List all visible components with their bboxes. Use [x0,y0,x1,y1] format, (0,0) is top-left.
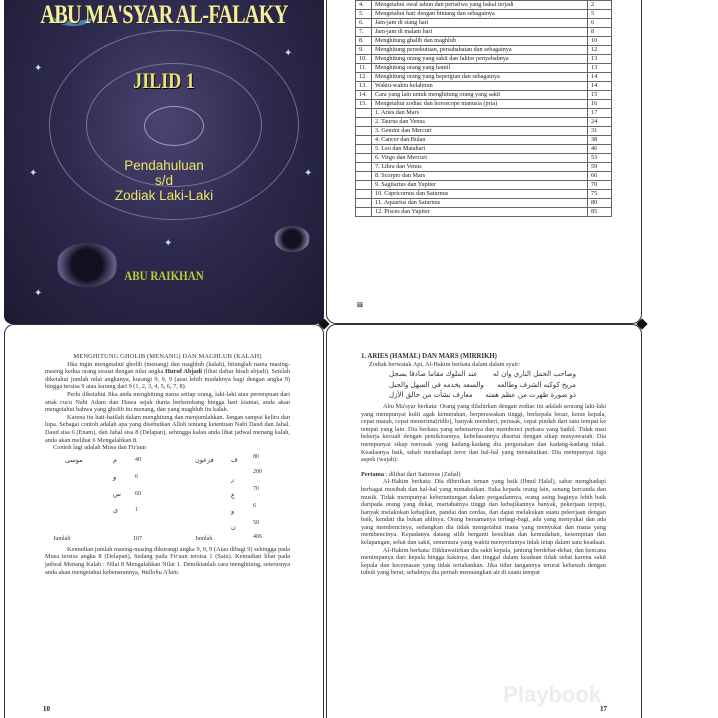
planet-decoration [274,226,310,252]
toc-number: 6. [356,19,372,28]
syair-line: مريخ كوكبه الشرف وطالعه والسعد يخدمه في السهل والجبل [389,380,576,389]
toc-page: 80 [588,199,612,208]
toc-number [356,118,372,127]
value: 40 [135,456,141,463]
toc-title: 9. Sagitarius dan Yupiter [372,181,588,190]
toc-title: 6. Virgo dan Mercuri [372,154,588,163]
toc-title: Jam-jam di siang hari [372,19,588,28]
toc-title: Mengetahui hari dengan bintang dan sebagainya [372,10,588,19]
toc-row[interactable] [356,181,612,190]
toc-number [356,127,372,136]
star-icon: ✦ [29,168,38,179]
aspect-label: Pertama : dilihat dari Saturnus (Zuhal) [361,470,461,478]
book-cover-page[interactable] [4,0,324,324]
total-label: Jumlah [195,535,213,542]
book-title: ABU MA'SYAR AL-FALAKY [40,0,288,29]
subtitle-line: Zodiak Laki-Laki [114,188,214,203]
toc-number [356,172,372,181]
paragraph: Karena itu hati-hatilah dalam menghitung dan menjumlahkan. Jangan sampai keliru dan lupa. Sebagai contoh adalah apa yang disebutkan Alloh tentang ketentuan Nabi Daud dan Jahal. Daud sisa 6 (Enam), dan Jahal sisa 8 (Delapan), sehingga kalau anda lihat jadwal menang kalah, anda akan melihat 6 Mengalahkan 8. [45,413,290,444]
book-subtitle [4,158,324,203]
toc-page: 6 [588,19,612,28]
toc-title: 2. Taurus dan Venus [372,118,588,127]
toc-number [356,181,372,190]
toc-row[interactable] [356,199,612,208]
toc-row[interactable] [356,190,612,199]
toc-page: 13 [588,64,612,73]
toc-page: 2 [588,1,612,10]
toc-number [356,154,372,163]
toc-row[interactable] [356,10,612,19]
paragraph: Jika ingin mengetahui gholib (menang) dan maghlub (kalah), hitunglah nama masing-masing kedua orang sesuai dengan nilai angka Huruf Abjadi (lihat daftar hisab abjadi). Setelah diketahui jumlah nilai angkanya, kurangi 9, 9, 9 (atau lebih mudahnya bagi dengan angka 9) hingga tersisa 9 atau kurang dari 9 (1, 2, 3, 4, 5, 6, 7, 8). [45,360,290,391]
page-number: iii [357,301,363,309]
value: 80 [253,453,259,460]
toc-number: 7. [356,28,372,37]
toc-number: 14. [356,91,372,100]
page-17[interactable] [326,324,642,718]
letter: و [113,472,117,481]
toc-title: 4. Cancer dan Bulan [372,136,588,145]
toc-title: 1. Aries dan Mars [372,109,588,118]
toc-number [356,199,372,208]
page-body [45,353,290,576]
paragraph: Al-Hakim berkata: Dia diberikan teman yang baik (Ibnul Halal), sabar menghadapi berbagai musibah dan hal-hal yang menakutkan. Suka kepada orang lain, senang bercanda dan musik. Tidak mempunyai keberuntungan dalam pergaulannya, orang asing baginya lebih baik daripada orang yang dekat, martabatnya tinggi dan kebajikannya banyak, pekerjaan terpuji, banyak melakukan kebajikan, pandai dan cerdas, dan dapat melakukan suatu pekerjaan dengan baik, kendati dia bukan ahlinya. Orang bersamanya terbagi-bagi, ada yang menyukai dan ada yang membencinya, sedangkan dia tidak mengetahui mana yang menyukai dan mana yang membencinya. Kepadanya datang silih berganti kesulitan dan kemudahan, kesempitan dan kelapangan, sehat dan sakit, sementara yang waktu menyertainya tidak tetap dalam satu keadaan. [361,478,606,547]
toc-title: 7. Libra dan Venus [372,163,588,172]
page-body [361,353,606,577]
toc-page: 70 [588,181,612,190]
toc-title: Menghitung orang yang sakit dan faktor penyebabnya [372,55,588,64]
toc-table [355,0,612,217]
toc-row[interactable] [356,136,612,145]
book-volume: JILID 1 [133,68,195,93]
section-heading: 1. ARIES (HAMAL) DAN MARS (MIRRIKH) [361,353,497,360]
toc-page: 59 [588,163,612,172]
total-value: 107 [133,535,142,542]
toc-number [356,190,372,199]
toc-row[interactable] [356,64,612,73]
syair-intro: Zodiak berwatak Api, Al-Hakim berkata dalam dalam syair: [369,360,521,368]
toc-page: 16 [588,100,612,109]
total-value: 406 [253,533,262,540]
paragraph: Kemudian jumlah masing-masing dikurangi angka 9, 9, 9 (Atau dibagi 9) sehingga pada Musa tersisa angka 8 (Delapan), Sedang pada Fir'aun tersisa 1 (Satu). Kemudian lihat pada jadwal Menang Kalah : Nilai 8 Mengalahkan Nilai 1. Demikianlah cara menghitung, seterusnya anda akan mengetahui kebenarannya, Wallohu A'lam. [45,545,290,576]
letter: ى [113,505,119,514]
toc-title: 11. Aquarius dan Saturnus [372,199,588,208]
letter: م [113,455,118,464]
toc-row[interactable] [356,118,612,127]
value: 1 [135,506,138,513]
toc-title: Menghitung persekutuan, persahabatan dan sebagainya [372,46,588,55]
toc-row[interactable] [356,73,612,82]
letter: ر [231,474,235,483]
toc-page: 10 [588,37,612,46]
toc-title: Mengetahui zodiac dan horoscope manusia (pria) [372,100,588,109]
toc-title: Menghitung orang yang bepergian dan sebagainya [372,73,588,82]
value: 50 [253,519,259,526]
toc-title: 12. Pisces dan Yupiter [372,208,588,217]
toc-page: 53 [588,154,612,163]
toc-page: 13 [588,55,612,64]
toc-row[interactable] [356,19,612,28]
toc-number: 11. [356,64,372,73]
toc-page: 17 [588,109,612,118]
watermark: Playbook [503,682,601,707]
toc-title: 8. Scorpio dan Mars [372,172,588,181]
toc-page: 75 [588,190,612,199]
toc-title: Menghitung orang yang hamil [372,64,588,73]
toc-row[interactable] [356,28,612,37]
toc-number: 5. [356,10,372,19]
toc-number [356,136,372,145]
toc-page: 14 [588,73,612,82]
star-icon: ✦ [34,288,43,299]
toc-row[interactable] [356,154,612,163]
value: 6 [253,502,256,509]
toc-title: 5. Leo dan Matahari [372,145,588,154]
paragraph: Al-Hakim berkata: Dikhawatirkan dia sakit kepala, jantung berdebar-debar, dan bencana menimpanya dari kepala hingga kakinya, dan tinggal dalam keadaan tidak sehat karena sakit kepala dan kecemasan yang tidak tertahankan. Jika tidur tangannya terurai kebawah dengan tubuh yang berat, sebabnya dia pernah menuangkan air di suatu tempat [361,546,606,577]
toc-title: Waktu-waktu kelahiran [372,82,588,91]
syair-line: وصاحب الحمل الناري وان له عند الملوك مقاما صادقا بسجل [389,370,576,379]
toc-row[interactable] [356,82,612,91]
paragraph: Perlu diketahui Jika anda menghitung nama setiap orang, laki-laki atau perempuan dari anak cucu Nabi Adam dan Hawa sejak dunia berkembang hingga hari kiamat, anda akan mengetahui bahwa yang gholib itu menang, dan yang maghlub itu kalah. [45,390,290,414]
toc-page: 5 [588,10,612,19]
syair-line: ذو صورة ظهرت من عظم همته معارف نشأت من خالق الأزل [389,391,576,400]
subtitle-line: s/d [154,173,173,188]
star-icon: ✦ [34,63,43,74]
value: 200 [253,468,262,475]
letter: ع [231,490,235,499]
value: 70 [253,485,259,492]
toc-number: 9. [356,46,372,55]
toc-row[interactable] [356,100,612,109]
toc-row[interactable] [356,55,612,64]
page-number: 10 [43,705,50,713]
toc-number [356,145,372,154]
toc-page: 8 [588,28,612,37]
toc-row[interactable] [356,145,612,154]
toc-title: Mengetahui awal tahun dan peristiwa yang bakal terjadi [372,1,588,10]
page-10[interactable] [4,324,324,718]
toc-page: 24 [588,118,612,127]
toc-title: Cara yang lain untuk menghitung orang yang sakit [372,91,588,100]
toc-number: 8. [356,37,372,46]
toc-number: 12. [356,73,372,82]
star-icon: ✦ [304,168,313,179]
toc-page: 38 [588,136,612,145]
letter: س [113,489,121,498]
letter: و [231,506,235,515]
toc-number: 4. [356,1,372,10]
toc-number [356,109,372,118]
toc-number: 13. [356,82,372,91]
star-icon: ✦ [284,48,293,59]
toc-page: 14 [588,82,612,91]
toc-title: 10. Capricornus dan Saturnus [372,190,588,199]
toc-number: 15. [356,100,372,109]
firaun-arabic: فرعون [195,455,214,464]
page-number: 17 [600,705,607,713]
toc-number: 10. [356,55,372,64]
paragraph: Abu Ma'syar berkata: Orang yang dilahirkan dengan zodiac ini adalah seorang laki-laki yang mempunyai kulit agak kemerahan, berperawakan tinggi, berkepala besar, keras kepala, cepat marah, cepat menerima(ridlo), banyak memberi, perusak, cepat pindah dari satu tempat ke tempat yang lain. Dia berkata yang sebenarnya dan membenci perkara yang bathil. Tidak mau bekerja kecuali dengan pemikirannya, kebebasannya disertai dengan sikap musyawarah. Dia mempunyai sikap merusak yang kadang-kadang dia pergunakan dan kadang-kadang tidak. Keadaanya baik, tabah menhadapi teror dan hal-hal yang menakutkan. Dia mempunyai tiga aspek (wajah): [361,402,606,464]
value: 60 [135,490,141,497]
toc-page: 15 [588,91,612,100]
toc-page: 66 [588,172,612,181]
letter: ف [231,455,238,464]
toc-row[interactable] [356,46,612,55]
toc-page: 12 [588,46,612,55]
toc-row[interactable] [356,127,612,136]
toc-title: Menghitung ghalib dan maghlub [372,37,588,46]
toc-row[interactable] [356,37,612,46]
star-icon: ✦ [164,238,173,249]
toc-row[interactable] [356,172,612,181]
toc-title: 3. Gemini dan Mercuri [372,127,588,136]
toc-page: 46 [588,145,612,154]
toc-row[interactable] [356,208,612,217]
section-heading: MENGHITUNG GHOLIB (MENANG) DAN MAGHLUB (KALAH) [73,353,262,360]
toc-row[interactable] [356,1,612,10]
toc-row[interactable] [356,109,612,118]
toc-row[interactable] [356,163,612,172]
book-author: ABU RAIKHAN [124,268,204,283]
toc-number [356,208,372,217]
toc-number [356,163,372,172]
table-of-contents-page[interactable] [326,0,642,324]
toc-title: Jam-jam di malam hari [372,28,588,37]
abjad-example-table [45,454,290,542]
subtitle-line: Pendahuluan [124,158,204,173]
total-label: Jumlah [53,535,71,542]
value: 6 [135,473,138,480]
toc-row[interactable] [356,91,612,100]
toc-page: 85 [588,208,612,217]
zodiac-wheel-core [144,106,204,146]
letter: ن [231,522,236,531]
musa-arabic: موسى [65,455,83,464]
example-intro: Contoh lagi adalah Musa dan Fir'aun [53,444,146,452]
toc-page: 31 [588,127,612,136]
